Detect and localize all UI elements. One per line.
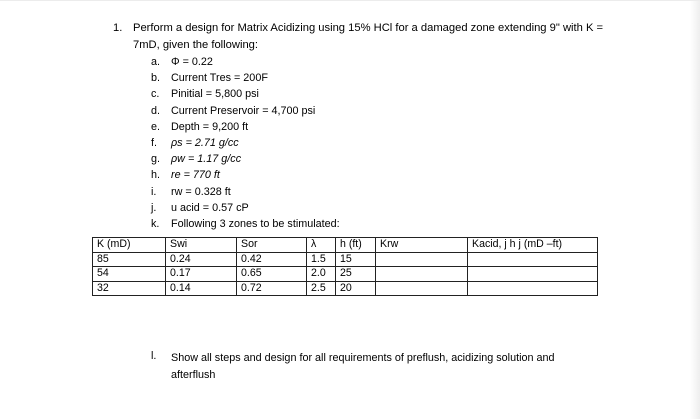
table-cell: 0.42: [237, 252, 307, 267]
table-cell: [468, 267, 598, 282]
table-cell: 2.5: [307, 281, 336, 296]
table-cell: [376, 281, 468, 296]
header-cell: λ: [307, 238, 336, 253]
table-row: [93, 267, 598, 282]
header-cell: Swi: [166, 238, 237, 253]
note-label: l.: [151, 350, 157, 362]
question-text-line-1: Perform a design for Matrix Acidizing using 15% HCl for a damaged zone extending 9" with K =: [133, 22, 604, 34]
table-cell: 0.72: [237, 281, 307, 296]
header-cell: Sor: [237, 238, 307, 253]
table-header-row: [93, 238, 598, 253]
page-edge-shadow: [690, 1, 700, 419]
header-cell: Kacid, j h j (mD –ft): [468, 238, 598, 253]
table-cell: [376, 267, 468, 282]
question-text-line-2: 7mD, given the following:: [133, 39, 258, 51]
question-number: 1.: [113, 22, 123, 34]
table-cell: 85: [93, 252, 166, 267]
table-cell: [468, 252, 598, 267]
table-cell: [468, 281, 598, 296]
table-cell: [376, 252, 468, 267]
note-text: [171, 350, 591, 384]
header-cell: K (mD): [93, 238, 166, 253]
table-cell: 54: [93, 267, 166, 282]
table-cell: 0.14: [166, 281, 237, 296]
document-page: 1. Perform a design for Matrix Acidizing using 15% HCl for a damaged zone extending 9" with K = 7mD, given the following: a. Φ = 0.22 b. Current Tres = 200F c. Pinitial = 5,800 psi d. Current Preservoir = 4,700 psi e. Depth = 9,200 ft f. ρs = 2.71 g/cc g. ρw = 1.17 g/cc h. re = 770 ft i. rw = 0.328 ft j. u acid = 0.57 cP k. Following 3 zones to be stimulated: K (mD) Swi Sor λ h (ft) Krw Kacid, j h j (mD –ft) 85 0.24 0.42 1.5 15 54 0.17 0.65 2.0 25 32 0.14 0.72 2.5 20 l. Show all steps and design for all requirements of preflush, acidizing solution and afterflush: [0, 0, 700, 418]
table-cell: 32: [93, 281, 166, 296]
table-cell: 20: [336, 281, 376, 296]
table-row: [93, 252, 598, 267]
table-cell: 15: [336, 252, 376, 267]
table-row: [93, 281, 598, 296]
table-cell: 1.5: [307, 252, 336, 267]
table-cell: 0.65: [237, 267, 307, 282]
table-cell: 0.24: [166, 252, 237, 267]
table-cell: 25: [336, 267, 376, 282]
header-cell: h (ft): [336, 238, 376, 253]
header-cell: Krw: [376, 238, 468, 253]
table-cell: 2.0: [307, 267, 336, 282]
table-cell: 0.17: [166, 267, 237, 282]
note-line-2: afterflush: [171, 369, 216, 381]
zones-table: [92, 237, 598, 296]
note-line-1: Show all steps and design for all requirements of preflush, acidizing solution and: [171, 352, 555, 364]
